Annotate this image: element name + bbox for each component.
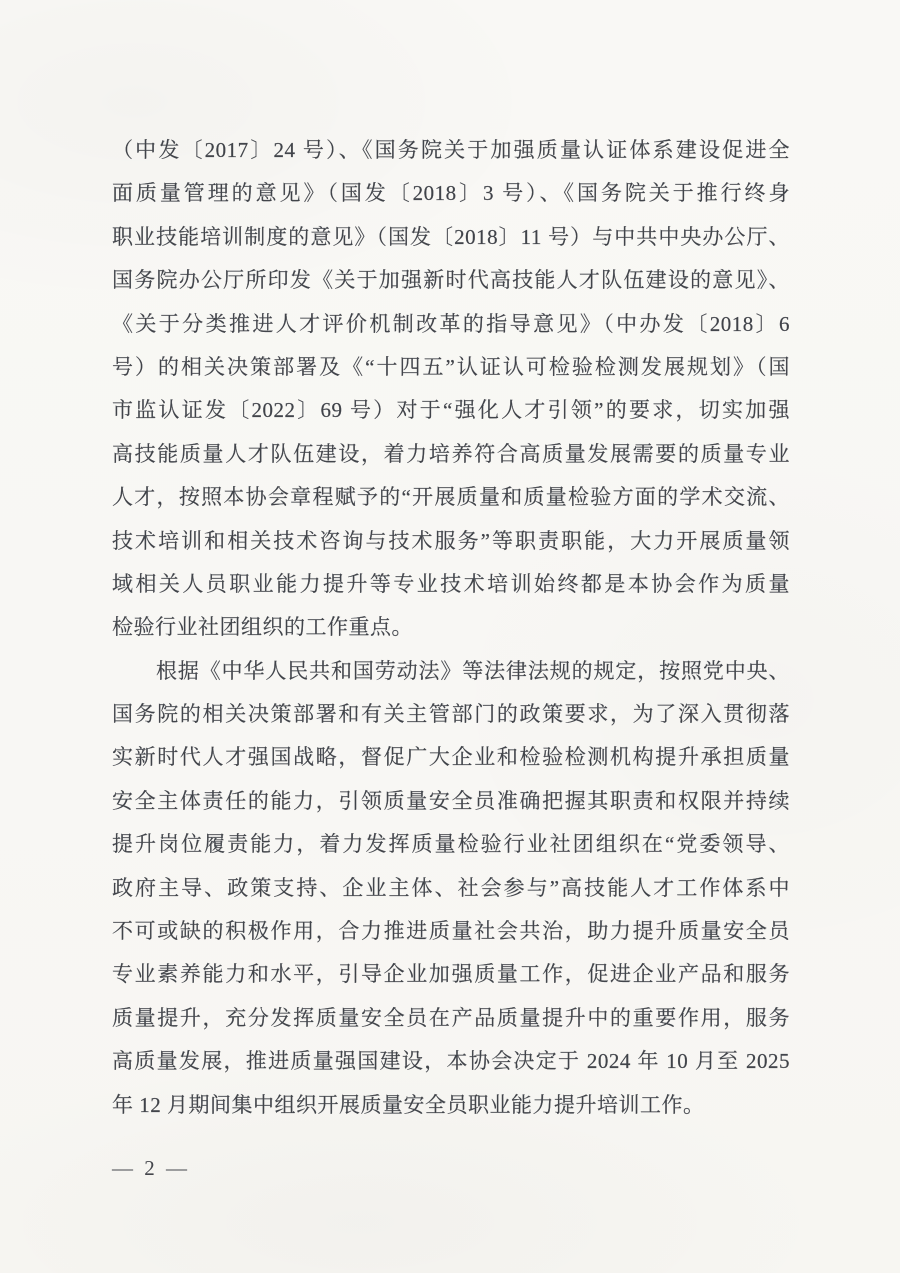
text-line: 根据《中华人民共和国劳动法》等法律法规的规定，按照党中央、 (156, 658, 790, 683)
text-line: 年 12 月期间集中组织开展质量安全员职业能力提升培训工作。 (112, 1092, 705, 1117)
text-line: 不可或缺的积极作用，合力推进质量社会共治，助力提升质量安全员 (112, 919, 790, 944)
text-line: 《关于分类推进人才评价机制改革的指导意见》（中办发〔2018〕6 (112, 311, 790, 336)
text-line: 国务院办公厅所印发《关于加强新时代高技能人才队伍建设的意见》、 (112, 268, 790, 293)
text-line: 安全主体责任的能力，引领质量安全员准确把握其职责和权限并持续 (112, 788, 790, 813)
text-line: 技术培训和相关技术咨询与技术服务”等职责职能，大力开展质量领 (112, 528, 790, 553)
text-line: （中发〔2017〕24 号）、《国务院关于加强质量认证体系建设促进全 (112, 138, 790, 162)
text-line: 国务院的相关决策部署和有关主管部门的政策要求，为了深入贯彻落 (112, 702, 790, 727)
text-line: 面质量管理的意见》（国发〔2018〕3 号）、《国务院关于推行终身 (112, 181, 790, 206)
text-line: 政府主导、政策支持、企业主体、社会参与”高技能人才工作体系中 (112, 875, 790, 900)
text-line: 提升岗位履责能力，着力发挥质量检验行业社团组织在“党委领导、 (112, 832, 790, 857)
text-line: 高质量发展，推进质量强国建设，本协会决定于 2024 年 10 月至 2025 (112, 1049, 790, 1074)
text-line: 人才，按照本协会章程赋予的“开展质量和质量检验方面的学术交流、 (112, 485, 790, 510)
text-line: 实新时代人才强国战略，督促广大企业和检验检测机构提升承担质量 (112, 745, 790, 770)
text-line: 专业素养能力和水平，引导企业加强质量工作，促进企业产品和服务 (112, 962, 790, 987)
text-line: 检验行业社团组织的工作重点。 (112, 615, 413, 640)
text-line: 域相关人员职业能力提升等专业技术培训始终都是本协会作为质量 (112, 571, 790, 596)
text-line: 市监认证发〔2022〕69 号）对于“强化人才引领”的要求，切实加强 (112, 398, 790, 423)
body-text (112, 129, 790, 1127)
text-line: 号）的相关决策部署及《“十四五”认证认可检验检测发展规划》（国 (112, 354, 790, 379)
text-line: 职业技能培训制度的意见》（国发〔2018〕11 号）与中共中央办公厅、 (112, 224, 790, 249)
text-line: 高技能质量人才队伍建设，着力培养符合高质量发展需要的质量专业 (112, 441, 790, 466)
text-line: 质量提升，充分发挥质量安全员在产品质量提升中的重要作用，服务 (112, 1005, 790, 1030)
page-number: — 2 — (112, 1156, 190, 1180)
